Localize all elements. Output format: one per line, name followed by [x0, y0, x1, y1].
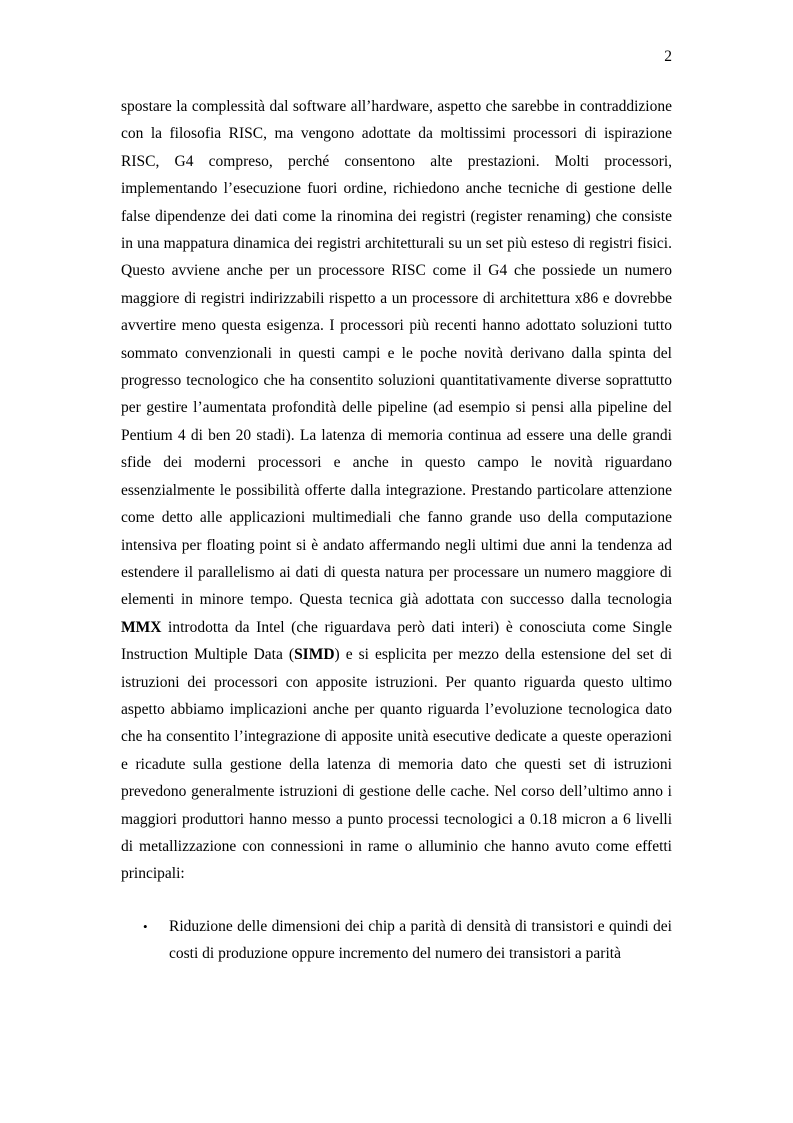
- body-paragraph: [121, 93, 672, 888]
- paragraph-text: ) e si esplicita per mezzo della estensione del set di istruzioni dei processori con apposite istruzioni. Per quanto riguarda questo ultimo aspetto abbiamo implicazioni anche per quanto riguarda l’evoluzione tecnologica dato che ha consentito l’integrazione di apposite unità esecutive dedicate a queste operazioni e ricadute sulla gestione della latenza di memoria dato che questi set di istruzioni prevedono generalmente istruzioni di gestione delle cache. Nel corso dell’ultimo anno i maggiori produttori hanno messo a punto processi tecnologici a 0.18 micron a 6 livelli di metallizzazione con connessioni in rame o alluminio che hanno avuto come effetti principali:: [121, 646, 672, 883]
- bullet-item: [121, 913, 672, 968]
- term-simd: SIMD: [294, 646, 335, 664]
- bullet-icon: •: [143, 918, 148, 934]
- page-number: 2: [664, 48, 672, 65]
- paragraph-text: spostare la complessità dal software all’hardware, aspetto che sarebbe in contraddizione con la filosofia RISC, ma vengono adottate da moltissimi processori di ispirazione RISC, G4 compreso, perché consentono alte prestazioni. Molti processori, implementando l’esecuzione fuori ordine, richiedono anche tecniche di gestione delle false dipendenze dei dati come la rinomina dei registri (register renaming) che consiste in una mappatura dinamica dei registri architetturali su un set più esteso di registri fisici. Questo avviene anche per un processore RISC come il G4 che possiede un numero maggiore di registri indirizzabili rispetto a un processore di architettura x86 e dovrebbe avvertire meno questa esigenza. I processori più recenti hanno adottato soluzioni tutto sommato convenzionali in questi campi e le poche novità derivano dalla spinta del progresso tecnologico che ha consentito soluzioni quantitativamente diverse soprattutto per gestire l’aumentata profondità delle pipeline (ad esempio si pensi alla pipeline del Pentium 4 di ben 20 stadi). La latenza di memoria continua ad essere una delle grandi sfide dei moderni processori e anche in questo campo le novità riguardano essenzialmente le possibilità offerte dalla integrazione. Prestando particolare attenzione come detto alle applicazioni multimediali che fanno grande uso della computazione intensiva per floating point si è andato affermando negli ultimi due anni la tendenza ad estendere il parallelismo ai dati di questa natura per processare un numero maggiore di elementi in minore tempo. Questa tecnica già adottata con successo dalla tecnologia: [121, 98, 672, 609]
- bullet-list: [121, 913, 672, 968]
- document-body: [121, 93, 672, 968]
- bullet-text: Riduzione delle dimensioni dei chip a parità di densità di transistori e quindi dei costi di produzione oppure incremento del numero dei transistori a parità: [169, 917, 672, 963]
- paragraph-text: introdotta da Intel (che riguardava però dati interi) è conosciuta come Single Instruction Multiple Data (: [121, 618, 672, 664]
- term-mmx: MMX: [121, 618, 162, 636]
